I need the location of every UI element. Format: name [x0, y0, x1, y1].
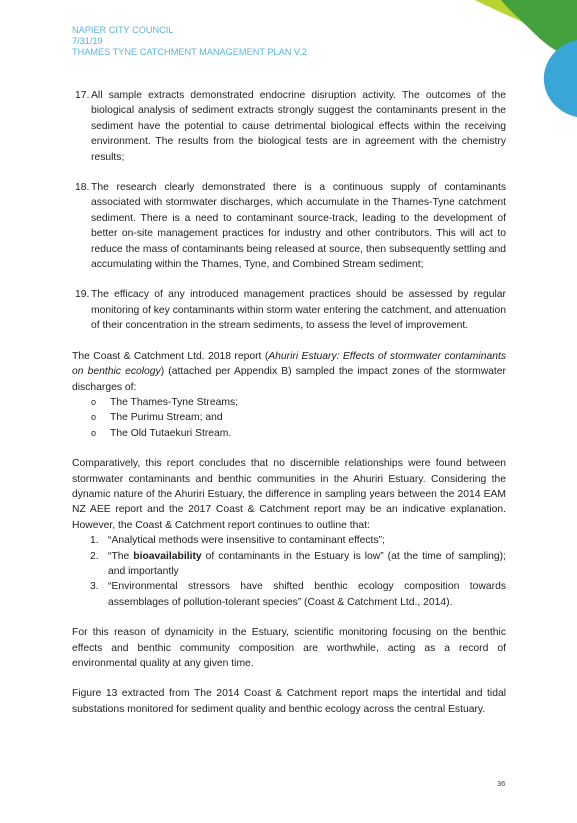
finding-17: [72, 88, 506, 165]
document-title: THAMES TYNE CATCHMENT MANAGEMENT PLAN V.2: [72, 47, 307, 57]
organization-name: NAPIER CITY COUNCIL: [72, 25, 174, 35]
finding-text: All sample extracts demonstrated endocrine disruption activity. The outcomes of the biological analysis of sediment extracts strongly suggest the contaminants present in the sediment have the potential to cause detrimental biological effects within the receiving environment. The results from the biological tests are in agreement with the chemistry results;: [91, 90, 506, 163]
finding-text: The research clearly demonstrated there is a continuous supply of contaminants associated with stormwater discharges, which accumulate in the Thames-Tyne catchment sediment. There is a need to contaminant source-track, leading to the development of better on-site management practices for industry and other contributors. This will act to reduce the mass of contaminants being released at source, then subsequently settling and accumulating within the Thames, Tyne, and Combined Stream sediment;: [91, 182, 506, 271]
decor-blue-drop: [544, 40, 577, 117]
comparative-paragraph: Comparatively, this report concludes that no discernible relationships were found between stormwater contaminants and benthic communities in the Ahuriri Estuary. Considering the dynamic nature of the Ahuriri Estuary, the difference in sampling years between the 2014 EAM NZ AEE report and the 2017 Coast & Catchment report may be an indicative explanation. However, the Coast & Catchment report continues to outline that:: [72, 458, 506, 531]
report-text-after: ) (attached per Appendix B) sampled the impact zones of the stormwater discharges of:: [72, 366, 507, 393]
quote-number: 1.: [90, 535, 99, 547]
list-item: [72, 533, 506, 548]
dynamicity-paragraph: For this reason of dynamicity in the Estuary, scientific monitoring focusing on the benthic effects and benthic community composition are worthwhile, acting as a record of environmental quality at any given time.: [72, 627, 506, 669]
quote-list: [72, 533, 506, 610]
list-item: [72, 395, 506, 410]
finding-text: The efficacy of any introduced management practices should be assessed by regular monitoring of key contaminants within storm water entering the catchment, and attenuation of their concentration in the stream sediments, to assess the level of improvement.: [91, 289, 506, 332]
quote-text: “Environmental stressors have shifted benthic ecology composition towards assemblages of pollution-tolerant species” (Coast & Catchment Ltd., 2014).: [108, 581, 506, 608]
quote-number: 3.: [90, 581, 99, 593]
bullet-marker: o: [91, 427, 97, 438]
report-text-before: The Coast & Catchment Ltd. 2018 report (: [72, 350, 269, 362]
list-item: [72, 426, 506, 441]
finding-number: 18.: [75, 182, 90, 194]
bullet-marker: o: [91, 396, 97, 407]
report-paragraph: [72, 349, 506, 395]
page-number: 36: [497, 779, 506, 788]
finding-18: [72, 180, 506, 272]
list-item: [72, 579, 506, 610]
list-item: [72, 410, 506, 425]
finding-number: 19.: [75, 289, 90, 301]
finding-number: 17.: [75, 90, 90, 101]
list-item: [72, 549, 506, 580]
quote-text-after: of contaminants in the Estuary is low” (at the time of sampling); and importantly: [108, 550, 506, 577]
page-content: [72, 88, 506, 717]
document-header: [72, 25, 307, 58]
bullet-marker: o: [91, 412, 97, 423]
quote-text: “Analytical methods were insensitive to contaminant effects”;: [108, 535, 385, 547]
list-item-text: The Thames-Tyne Streams;: [110, 396, 239, 408]
report-title: Ahuriri Estuary: Effects of stormwater contaminants on benthic ecology: [72, 350, 506, 378]
quote-text-before: “The: [108, 550, 134, 562]
list-item-text: The Old Tutaekuri Stream.: [110, 427, 232, 439]
document-date: 7/31/19: [72, 36, 103, 46]
finding-19: [72, 287, 506, 333]
quote-bold-term: bioavailability: [133, 550, 202, 562]
figure-reference-paragraph: Figure 13 extracted from The 2014 Coast & Catchment report maps the intertidal and tidal substations monitored for sediment quality and benthic ecology across the central Estuary.: [72, 688, 506, 715]
quote-number: 2.: [90, 550, 99, 562]
list-item-text: The Purimu Stream; and: [110, 412, 223, 424]
stream-list: [72, 395, 506, 441]
